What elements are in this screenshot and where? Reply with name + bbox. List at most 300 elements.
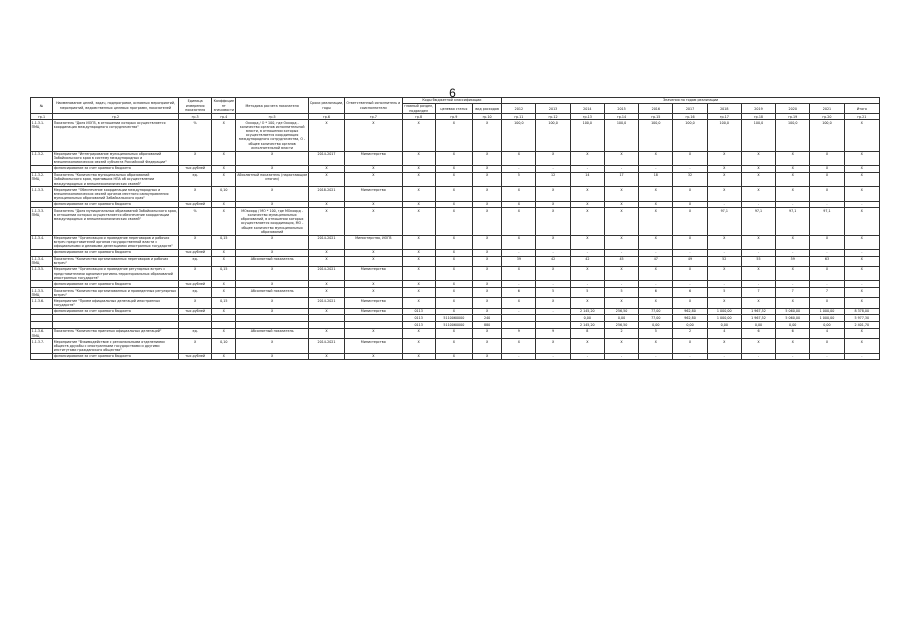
table-cell: X: [844, 151, 879, 165]
table-cell: [31, 165, 53, 172]
table-row: [31, 120, 880, 151]
table-cell: X: [536, 235, 570, 249]
table-cell: Показатель "Количество организованных переговоров и рабочих встреч": [53, 256, 179, 266]
table-cell: 1.1.3.5.: [31, 266, 53, 280]
table-cell: Мероприятие "Интегрирование муниципальных образований Забайкальского края в систему международных и внешнеэкономических связей субъекта Российской Федерации": [53, 151, 179, 165]
table-cell: [31, 322, 53, 329]
table-cell: -: [673, 353, 707, 360]
table-cell: X: [776, 172, 810, 186]
table-cell: X: [308, 208, 344, 235]
table-cell: X: [308, 256, 344, 266]
table-cell: X: [473, 172, 502, 186]
table-cell: 0,15: [212, 235, 236, 249]
table-cell: X: [570, 298, 604, 308]
table-cell: X: [402, 298, 435, 308]
table-cell: X: [402, 235, 435, 249]
table-cell: 39: [502, 256, 536, 266]
table-cell: 0,00: [810, 322, 844, 329]
table-cell: -: [570, 165, 604, 172]
table-cell: X: [435, 353, 472, 360]
page-number: 6: [449, 86, 456, 100]
table-cell: X: [345, 353, 402, 360]
table-cell: 5110060000: [435, 315, 472, 322]
table-cell: X: [212, 281, 236, 288]
table-cell: X: [212, 120, 236, 151]
table-cell: 100,0: [707, 120, 741, 151]
table-cell: 100,0: [604, 120, 638, 151]
table-cell: -: [639, 281, 673, 288]
table-row: [31, 298, 880, 308]
table-cell: X: [844, 339, 879, 353]
table-cell: -: [776, 353, 810, 360]
table-cell: X: [673, 208, 707, 235]
table-cell: тыс.рублей: [179, 281, 212, 288]
table-cell: X: [402, 266, 435, 280]
table-cell: 0113: [402, 322, 435, 329]
table-cell: X: [236, 281, 309, 288]
table-cell: X: [639, 201, 673, 208]
table-cell: X: [502, 151, 536, 165]
table-cell: X: [844, 208, 879, 235]
table-cell: 240: [473, 315, 502, 322]
table-cell: 6: [639, 288, 673, 298]
table-cell: 1 967,52: [741, 315, 775, 322]
table-cell: X: [308, 249, 344, 256]
table-cell: 0,15: [212, 266, 236, 280]
table-cell: Показатель "Доля ИОГВ, в отношении которых осуществляется координация международного сотрудничества": [53, 120, 179, 151]
table-cell: -: [707, 249, 741, 256]
table-cell: X: [179, 339, 212, 353]
table-cell: -: [639, 249, 673, 256]
table-cell: X: [776, 187, 810, 201]
table-cell: X: [673, 201, 707, 208]
financing-row: [31, 315, 880, 322]
table-cell: 77,00: [639, 315, 673, 322]
table-cell: Мероприятие "Обеспечение координации международных и внешнеэкономических связей органов местного самоуправления муниципальных образований Забайкальского края": [53, 187, 179, 201]
table-cell: X: [502, 208, 536, 235]
table-cell: [31, 201, 53, 208]
table-cell: X: [435, 201, 472, 208]
table-cell: 100,0: [536, 120, 570, 151]
header-year: 2018: [707, 104, 741, 114]
column-number: гр.21: [844, 114, 879, 120]
table-cell: -: [810, 353, 844, 360]
table-cell: [536, 315, 570, 322]
table-cell: ед.: [179, 328, 212, 338]
table-cell: X: [212, 165, 236, 172]
table-cell: 962,80: [673, 315, 707, 322]
table-cell: X: [435, 120, 472, 151]
table-cell: 47: [639, 256, 673, 266]
table-cell: [502, 315, 536, 322]
table-cell: X: [536, 208, 570, 235]
table-cell: X: [810, 151, 844, 165]
table-cell: X: [435, 281, 472, 288]
table-cell: X: [473, 235, 502, 249]
table-cell: -: [776, 281, 810, 288]
table-cell: X: [536, 298, 570, 308]
table-cell: 5: [536, 288, 570, 298]
table-cell: X: [502, 187, 536, 201]
table-cell: Показатель "Количество организованных и проведенных регулярных встреч": [53, 288, 179, 298]
table-cell: 100,0: [673, 120, 707, 151]
table-cell: 2: [604, 328, 638, 338]
table-cell: 0,00: [776, 322, 810, 329]
table-cell: X: [570, 266, 604, 280]
table-cell: X: [810, 172, 844, 186]
table-cell: 256,50: [604, 308, 638, 315]
table-cell: X: [236, 151, 309, 165]
table-cell: -: [776, 249, 810, 256]
table-cell: финансирование за счет краевого бюджета: [53, 281, 179, 288]
table-cell: X: [212, 249, 236, 256]
table-cell: 1.1.3.2.: [31, 151, 53, 165]
table-cell: X: [435, 165, 472, 172]
financing-row: [31, 201, 880, 208]
table-cell: X: [435, 308, 472, 315]
table-cell: -: [707, 201, 741, 208]
table-cell: X: [502, 235, 536, 249]
financing-row: [31, 353, 880, 360]
column-number: гр.20: [810, 114, 844, 120]
table-cell: X: [741, 235, 775, 249]
table-row: [31, 256, 880, 266]
table-cell: X: [604, 201, 638, 208]
table-cell: [212, 322, 236, 329]
table-cell: X: [844, 266, 879, 280]
table-cell: 1 000,00: [707, 308, 741, 315]
table-cell: X: [570, 187, 604, 201]
table-cell: X: [639, 298, 673, 308]
table-cell: Абсолютный показатель: [236, 328, 309, 338]
table-row: [31, 187, 880, 201]
column-number: гр.13: [570, 114, 604, 120]
table-cell: Абсолютный показатель: [236, 256, 309, 266]
table-cell: -: [844, 281, 879, 288]
table-cell: -: [502, 281, 536, 288]
table-cell: X: [402, 172, 435, 186]
table-cell: [31, 249, 53, 256]
table-cell: X: [212, 328, 236, 338]
table-cell: X: [776, 298, 810, 308]
table-cell: 100,0: [776, 120, 810, 151]
table-cell: X: [473, 266, 502, 280]
table-cell: 55: [741, 256, 775, 266]
table-cell: 5: [639, 328, 673, 338]
table-cell: [236, 322, 309, 329]
header-year: 2013: [536, 104, 570, 114]
table-cell: [31, 308, 53, 315]
table-cell: 1.1.3.7.: [31, 339, 53, 353]
header-codes: Коды бюджетной классификации: [402, 98, 502, 104]
table-cell: X: [212, 151, 236, 165]
table-cell: 0,00: [639, 322, 673, 329]
table-cell: X: [473, 353, 502, 360]
table-cell: X: [502, 298, 536, 308]
table-cell: финансирование за счет краевого бюджета: [53, 249, 179, 256]
table-cell: X: [741, 172, 775, 186]
table-cell: -: [844, 201, 879, 208]
table-cell: 6: [673, 288, 707, 298]
table-cell: X: [673, 298, 707, 308]
table-cell: X: [236, 249, 309, 256]
column-number: гр.2: [53, 114, 179, 120]
table-cell: -: [536, 281, 570, 288]
table-cell: [345, 315, 402, 322]
table-cell: X: [473, 281, 502, 288]
table-cell: X: [707, 266, 741, 280]
column-number: гр.17: [707, 114, 741, 120]
table-cell: -: [570, 249, 604, 256]
table-cell: -: [707, 281, 741, 288]
column-number: гр.19: [776, 114, 810, 120]
table-cell: X: [639, 266, 673, 280]
table-cell: 962,80: [673, 308, 707, 315]
table-cell: X: [741, 339, 775, 353]
header-year: 2021: [810, 104, 844, 114]
table-cell: -: [604, 281, 638, 288]
table-cell: Мероприятие "Организация и проведение переговоров и рабочих встреч представителей органов государственной власти с официальными и деловыми делегациями иностранных государств": [53, 235, 179, 249]
table-cell: X: [639, 339, 673, 353]
header-code-target: целевая статья: [435, 104, 472, 114]
table-cell: Министерство: [345, 187, 402, 201]
table-cell: 1.1.3.6. ПМЦ: [31, 328, 53, 338]
table-cell: 97,1: [741, 208, 775, 235]
table-cell: X: [402, 165, 435, 172]
table-cell: 0113: [402, 315, 435, 322]
table-cell: -: [673, 281, 707, 288]
table-cell: 32: [673, 172, 707, 186]
table-cell: 2: [673, 328, 707, 338]
table-cell: X: [707, 172, 741, 186]
table-cell: -: [570, 281, 604, 288]
table-cell: -: [844, 249, 879, 256]
table-cell: [31, 315, 53, 322]
table-cell: 100,0: [810, 120, 844, 151]
table-cell: X: [639, 235, 673, 249]
table-cell: 256,50: [604, 322, 638, 329]
table-cell: X: [435, 172, 472, 186]
header-executor: Ответственный исполнитель и соисполнители: [345, 98, 402, 114]
table-cell: X: [236, 165, 309, 172]
table-cell: ед.: [179, 172, 212, 186]
table-cell: X: [502, 339, 536, 353]
column-number: гр.11: [502, 114, 536, 120]
column-number: гр.4: [212, 114, 236, 120]
table-cell: -: [639, 353, 673, 360]
table-cell: X: [402, 353, 435, 360]
column-number: гр.16: [673, 114, 707, 120]
table-cell: X: [604, 298, 638, 308]
table-cell: X: [308, 172, 344, 186]
table-cell: X: [473, 308, 502, 315]
table-cell: 97,1: [810, 208, 844, 235]
table-cell: X: [402, 328, 435, 338]
table-cell: X: [810, 266, 844, 280]
table-cell: X: [536, 151, 570, 165]
table-cell: X: [707, 151, 741, 165]
table-cell: X: [570, 235, 604, 249]
table-cell: 6: [502, 288, 536, 298]
table-cell: X: [776, 165, 810, 172]
table-cell: X: [604, 187, 638, 201]
table-cell: X: [741, 165, 775, 172]
table-cell: 9: [502, 328, 536, 338]
table-row: [31, 288, 880, 298]
table-cell: 2018-2021: [308, 187, 344, 201]
table-cell: X: [741, 187, 775, 201]
table-cell: [345, 322, 402, 329]
table-cell: 1.1.3.3. ПМЦ: [31, 208, 53, 235]
financing-row: [31, 281, 880, 288]
table-row: [31, 235, 880, 249]
table-cell: -: [536, 249, 570, 256]
table-cell: 42: [536, 256, 570, 266]
table-cell: Оккорд / О * 100, где Оккорд - количество органов исполнительной власти, в отношении которых осуществляется координация международного сотрудничества, О - общее количество органов исполнительной власти: [236, 120, 309, 151]
table-cell: 2 145,20: [570, 308, 604, 315]
table-cell: X: [435, 266, 472, 280]
table-cell: 7: [776, 288, 810, 298]
table-cell: X: [473, 208, 502, 235]
table-cell: 7: [741, 288, 775, 298]
table-cell: X: [604, 235, 638, 249]
table-cell: 100,0: [639, 120, 673, 151]
table-row: [31, 328, 880, 338]
table-cell: X: [435, 151, 472, 165]
table-cell: X: [435, 208, 472, 235]
table-cell: X: [673, 151, 707, 165]
table-cell: X: [345, 281, 402, 288]
table-cell: X: [570, 208, 604, 235]
table-cell: 97,1: [707, 208, 741, 235]
table-cell: 5: [707, 288, 741, 298]
table-cell: -: [776, 201, 810, 208]
table-cell: 45: [604, 256, 638, 266]
table-cell: [31, 281, 53, 288]
table-cell: X: [741, 298, 775, 308]
table-cell: X: [212, 201, 236, 208]
table-cell: Министерство: [345, 308, 402, 315]
table-cell: 0,00: [604, 315, 638, 322]
table-cell: X: [536, 201, 570, 208]
table-cell: X: [844, 187, 879, 201]
table-cell: X: [179, 266, 212, 280]
table-cell: -: [741, 281, 775, 288]
table-cell: X: [673, 187, 707, 201]
table-cell: X: [402, 187, 435, 201]
table-cell: Министерство: [345, 339, 402, 353]
table-cell: X: [236, 201, 309, 208]
table-cell: 0,10: [212, 339, 236, 353]
table-cell: X: [435, 288, 472, 298]
header-coef: Коэффициент значимости: [213, 99, 235, 112]
table-cell: X: [345, 288, 402, 298]
table-cell: X: [212, 256, 236, 266]
table-cell: X: [502, 201, 536, 208]
table-cell: X: [212, 172, 236, 186]
table-cell: 1.1.3.6.: [31, 298, 53, 308]
table-cell: X: [707, 235, 741, 249]
table-cell: Мероприятие "Организация и проведение регулярных встреч с представителями административно-территориальных образований иностранных государств": [53, 266, 179, 280]
table-cell: X: [707, 298, 741, 308]
table-cell: [536, 322, 570, 329]
table-row: [31, 172, 880, 186]
table-cell: -: [502, 165, 536, 172]
table-cell: 1.1.3.1. ПМЦ: [31, 120, 53, 151]
table-cell: 9: [536, 328, 570, 338]
table-cell: -: [673, 165, 707, 172]
column-number: гр.1: [31, 114, 53, 120]
table-cell: 1 000,00: [810, 308, 844, 315]
table-cell: 5 060,00: [776, 315, 810, 322]
header-year: 2014: [570, 104, 604, 114]
table-cell: 1 000,00: [707, 315, 741, 322]
table-cell: -: [502, 249, 536, 256]
table-cell: 1.1.3.4. ПМЦ: [31, 256, 53, 266]
table-cell: 77,00: [639, 308, 673, 315]
header-year: 2016: [639, 104, 673, 114]
table-cell: 2014-2021: [308, 235, 344, 249]
table-cell: X: [776, 235, 810, 249]
table-cell: X: [844, 288, 879, 298]
table-cell: 6: [776, 328, 810, 338]
table-cell: Министерство: [345, 151, 402, 165]
table-cell: X: [308, 328, 344, 338]
header-code-type: вид расходов: [473, 104, 502, 114]
program-table: [30, 97, 880, 360]
header-values-group: Значения по годам реализации: [502, 98, 880, 104]
column-number: гр.15: [639, 114, 673, 120]
table-cell: X: [236, 187, 309, 201]
table-cell: X: [844, 165, 879, 172]
table-cell: %: [179, 120, 212, 151]
table-cell: -: [536, 353, 570, 360]
table-cell: X: [604, 339, 638, 353]
table-cell: 97,1: [776, 208, 810, 235]
table-cell: X: [179, 187, 212, 201]
header-num: №: [31, 98, 53, 114]
column-number: гр.6: [308, 114, 344, 120]
table-cell: 42: [570, 256, 604, 266]
table-cell: X: [810, 165, 844, 172]
table-cell: ед.: [179, 288, 212, 298]
table-cell: -: [741, 353, 775, 360]
table-cell: X: [179, 298, 212, 308]
header-code-main: главный раздел, подраздел: [402, 104, 435, 114]
table-cell: X: [473, 201, 502, 208]
table-cell: 1 967,52: [741, 308, 775, 315]
table-cell: X: [741, 151, 775, 165]
table-cell: 5 060,00: [776, 308, 810, 315]
table-cell: X: [473, 288, 502, 298]
table-cell: X: [776, 339, 810, 353]
table-cell: %: [179, 208, 212, 235]
table-cell: X: [810, 187, 844, 201]
table-cell: 0,00: [741, 322, 775, 329]
financing-row: [31, 165, 880, 172]
table-cell: X: [810, 339, 844, 353]
table-cell: 1.1.3.3.: [31, 187, 53, 201]
table-cell: X: [179, 151, 212, 165]
table-cell: Показатель "Доля муниципальных образований Забайкальского края, в отношении которых осуществляется обеспечение координации международных и внешнеэкономических связей": [53, 208, 179, 235]
table-cell: X: [402, 256, 435, 266]
table-cell: [53, 315, 179, 322]
column-number: гр.9: [435, 114, 472, 120]
table-cell: 0113: [402, 308, 435, 315]
table-cell: X: [308, 120, 344, 151]
table-cell: X: [345, 256, 402, 266]
table-cell: X: [604, 151, 638, 165]
